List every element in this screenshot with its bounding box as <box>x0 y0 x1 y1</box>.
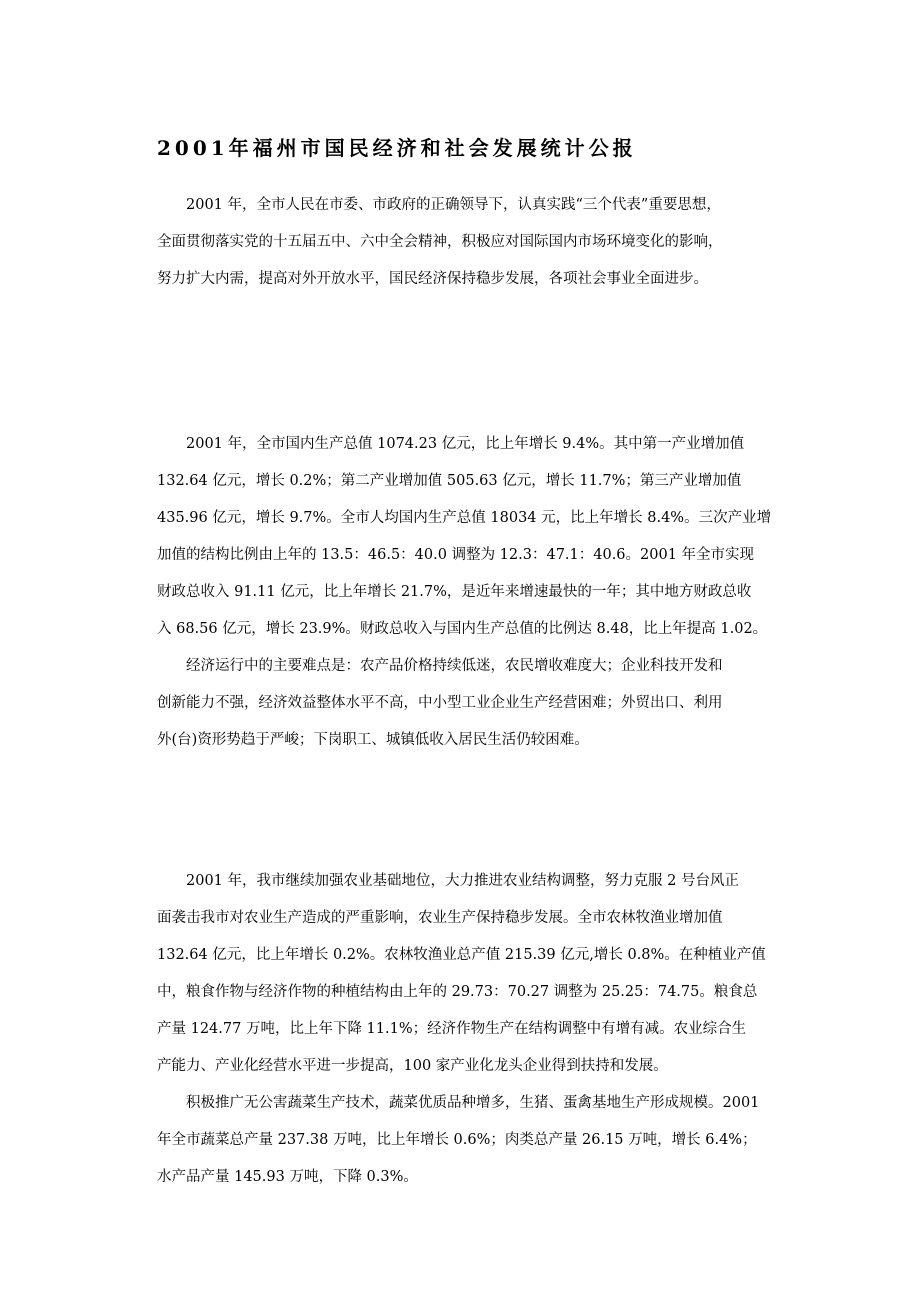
gdp-paragraph <box>157 426 771 648</box>
text-line: 经济运行中的主要难点是：农产品价格持续低迷，农民增收难度大；企业科技开发和 <box>186 658 723 674</box>
text-line: 2001 年，全市人民在市委、市政府的正确领导下，认真实践“三个代表”重要思想， <box>186 197 721 213</box>
text-line: 产能力、产业化经营水平进一步提高，100 家产业化龙头企业得到扶持和发展。 <box>157 1058 668 1074</box>
text-line: 积极推广无公害蔬菜生产技术，蔬菜优质品种增多，生猪、蛋禽基地生产形成规模。2001 <box>186 1095 760 1111</box>
vegetables-paragraph <box>157 1085 771 1196</box>
text-line: 入 68.56 亿元，增长 23.9%。财政总收入与国内生产总值的比例达 8.48，比上年提高 1.02。 <box>157 621 768 637</box>
page-title: 2001年福州市国民经济和社会发展统计公报 <box>157 136 637 160</box>
text-line: 2001 年，全市国内生产总值 1074.23 亿元，比上年增长 9.4%。其中第一产业增加值 <box>186 436 745 452</box>
text-line: 中，粮食作物与经济作物的种植结构由上年的 29.73：70.27 调整为 25.25：74.75。粮食总 <box>157 984 758 1000</box>
text-line: 面袭击我市对农业生产造成的严重影响，农业生产保持稳步发展。全市农林牧渔业增加值 <box>157 910 723 926</box>
text-line: 水产品产量 145.93 万吨，下降 0.3%。 <box>157 1169 418 1185</box>
text-line: 创新能力不强，经济效益整体水平不高，中小型工业企业生产经营困难；外贸出口、利用 <box>157 695 723 711</box>
text-line: 外(台)资形势趋于严峻；下岗职工、城镇低收入居民生活仍较困难。 <box>157 732 589 748</box>
text-line: 年全市蔬菜总产量 237.38 万吨，比上年增长 0.6%；肉类总产量 26.15 万吨，增长 6.4%； <box>157 1132 757 1148</box>
text-line: 2001 年，我市继续加强农业基础地位，大力推进农业结构调整，努力克服 2 号台风正 <box>186 873 739 889</box>
text-line: 132.64 亿元，增长 0.2%；第二产业增加值 505.63 亿元，增长 11.7%；第三产业增加值 <box>157 473 742 489</box>
text-line: 产量 124.77 万吨，比上年下降 11.1%；经济作物生产在结构调整中有增有减。农业综合生 <box>157 1021 747 1037</box>
intro-paragraph <box>157 187 771 298</box>
text-line: 财政总收入 91.11 亿元，比上年增长 21.7%，是近年来增速最快的一年；其中地方财政总收 <box>157 584 752 600</box>
text-line: 132.64 亿元，比上年增长 0.2%。农林牧渔业总产值 215.39 亿元,增长 0.8%。在种植业产值 <box>157 947 766 963</box>
text-line: 努力扩大内需，提高对外开放水平，国民经济保持稳步发展，各项社会事业全面进步。 <box>157 271 708 287</box>
agriculture-paragraph <box>157 863 771 1085</box>
text-line: 加值的结构比例由上年的 13.5：46.5：40.0 调整为 12.3：47.1：40.6。2001 年全市实现 <box>157 547 755 563</box>
text-line: 全面贯彻落实党的十五届五中、六中全会精神，积极应对国际国内市场环境变化的影响， <box>157 234 723 250</box>
difficulties-paragraph <box>157 648 771 759</box>
text-line: 435.96 亿元，增长 9.7%。全市人均国内生产总值 18034 元，比上年增长 8.4%。三次产业增 <box>157 510 772 526</box>
